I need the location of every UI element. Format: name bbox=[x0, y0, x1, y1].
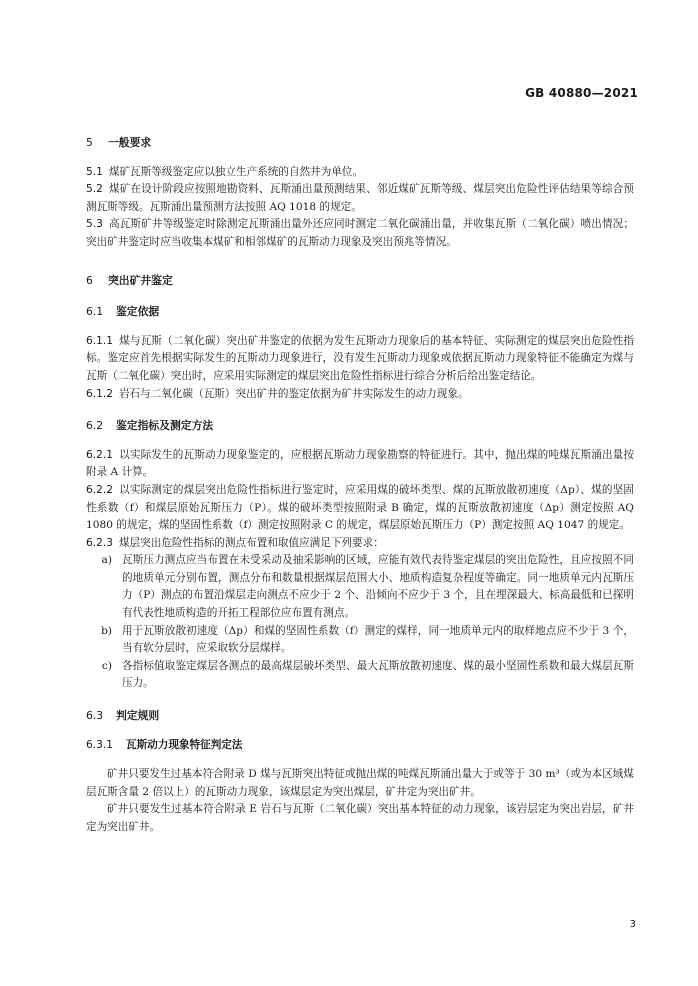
section-number: 5 bbox=[86, 136, 93, 149]
clause-6-2-3: 6.2.3 煤层突出危险性指标的测点布置和取值应满足下列要求： bbox=[86, 536, 384, 549]
paragraph: 矿井只要发生过基本符合附录 D 煤与瓦斯突出特征或抛出煤的吨煤瓦斯涌出量大于或等于 30 m³（或为本区域煤层瓦斯含量 2 倍以上）的瓦斯动力现象，该煤层定为突出煤层，矿井定为突出矿井。 bbox=[86, 768, 634, 798]
section-6-heading bbox=[86, 272, 634, 290]
clause-6-3-1-heading: 6.3.1 瓦斯动力现象特征判定法 bbox=[86, 738, 243, 751]
subsection-6-2-heading: 6.2 鉴定指标及测定方法 bbox=[86, 419, 214, 433]
section-number: 6 bbox=[86, 273, 93, 287]
clause-5-1: 5.1 煤矿瓦斯等级鉴定应以独立生产系统的自然井为单位。 bbox=[86, 165, 364, 178]
clause-6-2-1: 6.2.1 以实际发生的瓦斯动力现象鉴定的，应根据瓦斯动力现象勘察的特征进行。其中，抛出煤的吨煤瓦斯涌出量按附录 A 计算。 bbox=[86, 448, 634, 479]
clause-6-1-2: 6.1.2 岩石与二氧化碳（瓦斯）突出矿井的鉴定依据为矿井实际发生的动力现象。 bbox=[86, 387, 469, 400]
document-body bbox=[86, 134, 634, 837]
subsection-6-1-heading: 6.1 鉴定依据 bbox=[86, 305, 160, 319]
section-title: 一般要求 bbox=[108, 136, 152, 149]
list-item: a) 瓦斯压力测点应当布置在未受采动及抽采影响的区域，应能有效代表待鉴定煤层的突出危险性，且应按照不同的地质单元分别布置，测点分布和数量根据煤层范围大小、地质构造复杂程度等确定。同一地质单元内瓦斯压力（P）测点的布置沿煤层走向测点不应少于 2 个、沿倾向不应少于 3 个，且在埋深最大、标高最低和已探明有代表性地质构造的开拓工程部位应布置有测点。 bbox=[101, 554, 634, 620]
clause-5-2: 5.2 煤矿在设计阶段应按照地勘资料、瓦斯涌出量预测结果、邻近煤矿瓦斯等级、煤层突出危险性评估结果等综合预测瓦斯等级。瓦斯涌出量预测方法按照 AQ 1018 的规定。 bbox=[86, 183, 634, 213]
section-title: 突出矿井鉴定 bbox=[108, 273, 173, 287]
clause-6-2-2: 6.2.2 以实际测定的煤层突出危险性指标进行鉴定时，应采用煤的破坏类型、煤的瓦斯放散初速度（Δp）、煤的坚固性系数（f）和煤层原始瓦斯压力（P）。煤的破坏类型按照附录 B 确定，煤的瓦斯放散初速度（Δp）测定按照 AQ 1080 的规定，煤的坚固性系数（f）测定按照附录 C 的规定，煤层原始瓦斯压力（P）测定按照 AQ 1047 的规定。 bbox=[86, 483, 634, 532]
clause-6-1-1: 6.1.1 煤与瓦斯（二氧化碳）突出矿井鉴定的依据为发生瓦斯动力现象后的基本特征、实际测定的煤层突出危险性指标。鉴定应首先根据实际发生的瓦斯动力现象进行，没有发生瓦斯动力现象或依据瓦斯动力现象特征不能确定为煤与瓦斯（二氧化碳）突出时，应采用实际测定的煤层突出危险性指标进行综合分析后给出鉴定结论。 bbox=[86, 334, 634, 382]
standard-code: GB 40880—2021 bbox=[525, 86, 638, 100]
page-number: 3 bbox=[629, 919, 636, 930]
subsection-6-3-heading: 6.3 判定规则 bbox=[86, 709, 160, 723]
paragraph: 矿井只要发生过基本符合附录 E 岩石与瓦斯（二氧化碳）突出基本特征的动力现象，该岩层定为突出岩层，矿井定为突出矿井。 bbox=[86, 803, 634, 833]
section-5-heading bbox=[86, 134, 634, 152]
requirement-list bbox=[86, 552, 634, 693]
list-item: c) 各指标值取鉴定煤层各测点的最高煤层破坏类型、最大瓦斯放散初速度、煤的最小坚固性系数和最大煤层瓦斯压力。 bbox=[101, 659, 634, 690]
list-item: b) 用于瓦斯放散初速度（Δp）和煤的坚固性系数（f）测定的煤样，同一地质单元内的取样地点应不少于 3 个，当有软分层时，应采取软分层煤样。 bbox=[101, 624, 634, 655]
clause-5-3: 5.3 高瓦斯矿井等级鉴定时除测定瓦斯涌出量外还应同时测定二氧化碳涌出量，并收集瓦斯（二氧化碳）喷出情况；突出矿井鉴定时应当收集本煤矿和相邻煤矿的瓦斯动力现象及突出预兆等情况。 bbox=[86, 218, 634, 248]
